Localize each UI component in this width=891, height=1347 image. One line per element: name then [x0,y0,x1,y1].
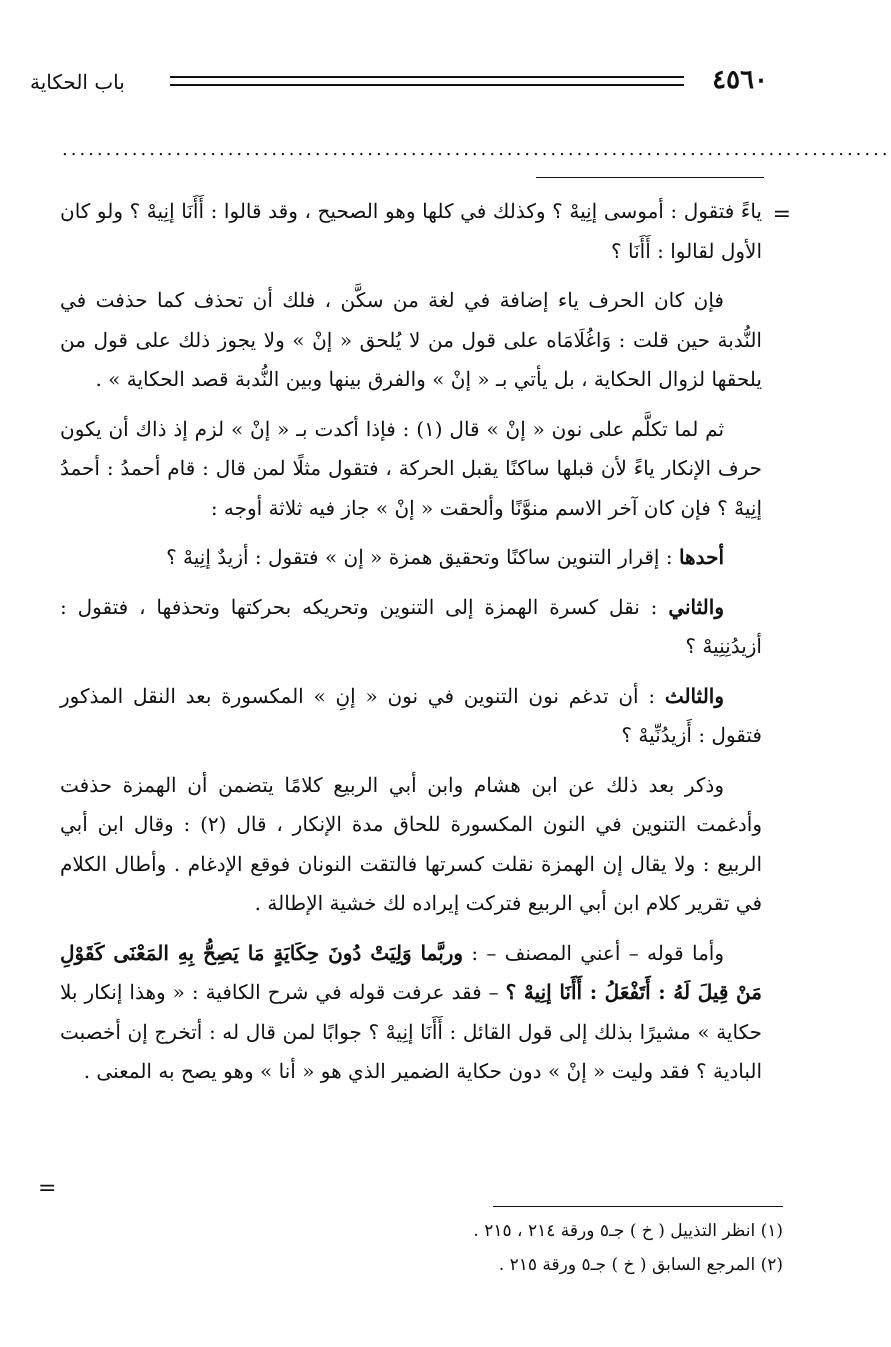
paragraph-2-text: فإن كان الحرف ياء إضافة في لغة من سكَّن ، فلك أن تحذف كما حذفت في النُّدبة حين قلت : وَاغُلَامَاه على قول من لا يُلحق « إنْ » ولا يجوز ذلك على قول من يلحقها لزوال الحكاية ، بل يأتي بـ « إنْ » والفرق بينها وبين النُّدبة قصد الحكاية » . [60,288,762,391]
continuation-mark-top: = [772,202,791,227]
paragraph-last [60,934,762,1092]
footnote-1: (١) انظر التذييل ( خ ) جـ٥ ورقة ٢١٤ ، ٢١٥ . [473,1221,783,1241]
header-double-rule [170,76,684,86]
footnote-rule [493,1206,783,1207]
paragraph-3 [60,410,762,529]
page-number: ٤٥٦٠ [712,65,768,95]
paragraph-1-text: ياءً فتقول : أموسى إنِيهْ ؟ وكذلك في كلها وهو الصحيح ، وقد قالوا : أَأَنَا إنِيهْ ؟ ولو كان الأول لقالوا : أَأَنَا ؟ [60,199,762,263]
paragraph-2 [60,281,762,400]
paragraph-second-aspect [60,588,762,667]
paragraph-7 [60,766,762,924]
paragraph-3-text: ثم لما تكلَّم على نون « إنْ » قال (١) : فإذا أكدت بـ « إنْ » لزم إذ ذاك أن يكون حرف الإنكار ياءً لأن قبلها ساكنًا يقبل الحركة ، فتقول مثلًا لمن قال : قام أحمدُ : أحمدُ إنِيهْ ؟ فإن كان آخر الاسم منوَّنًا وألحقت « إنْ » جاز فيه ثلاثة أوجه : [60,416,762,520]
first-aspect-lead: أحدها [678,545,724,569]
third-aspect-text: : أن تدغم نون التنوين في نون « إنِ » المكسورة بعد النقل المذكور فتقول : أَزيدُنِّيهْ ؟ [60,683,762,747]
last-paragraph-intro: وأما قوله – أعني المصنف – : [463,940,724,965]
body-text [60,192,762,1102]
footnote-2: (٢) المرجع السابق ( خ ) جـ٥ ورقة ٢١٥ . [498,1255,783,1275]
continuation-rule [536,177,764,178]
section-title: باب الحكاية [30,70,125,94]
paragraph-third-aspect [60,677,762,756]
second-aspect-text: : نقل كسرة الهمزة إلى التنوين وتحريكه بحركتها وتحذفها ، فتقول : أزيدُنِنِيهْ ؟ [60,594,762,658]
second-aspect-lead: والثاني [668,594,724,619]
first-aspect-text: : إقرار التنوين ساكنًا وتحقيق همزة « إن » فتقول : أزيدٌ إنِيهْ ؟ [166,545,679,569]
third-aspect-lead: والثالث [664,683,724,708]
author-quote: وربَّما وَلِيَتْ دُونَ حِكَايَةٍ مَا يَصِحُّ بِهِ المَعْنَى كَقَوْلِ مَنْ قِيلَ لَهُ : أَتَفْعَلُ : أَأَنَا إنِيهْ ؟ [60,940,762,1004]
footnotes [93,1214,783,1282]
last-paragraph-rest: – فقد عرفت قوله في شرح الكافية : « وهذا إنكار بلا حكاية » مشيرًا بذلك إلى قول القائل : أَأَنَا إنِيهْ ؟ جوابًا لمن قال له : أتخرج إن أخصبت البادية ؟ فقد وليت « إنْ » دون حكاية الضمير الذي هو « أنا » وهو يصح به المعنى . [60,980,762,1083]
running-header [30,62,768,102]
paragraph-first-aspect [60,538,762,578]
continuation-mark-bottom: = [38,1176,57,1201]
paragraph-1 [60,192,762,271]
dotted-separator: ............................................................................................... [62,139,891,160]
paragraph-7-text: وذكر بعد ذلك عن ابن هشام وابن أبي الربيع كلامًا يتضمن أن الهمزة حذفت وأدغمت التنوين في النون المكسورة للحاق مدة الإنكار ، قال (٢) : وقال ابن أبي الربيع : ولا يقال إن الهمزة نقلت كسرتها فالتقت النونان فوقع الإدغام . وأطال الكلام في تقرير كلام ابن أبي الربيع فتركت إيراده لك خشية الإطالة . [60,772,763,915]
